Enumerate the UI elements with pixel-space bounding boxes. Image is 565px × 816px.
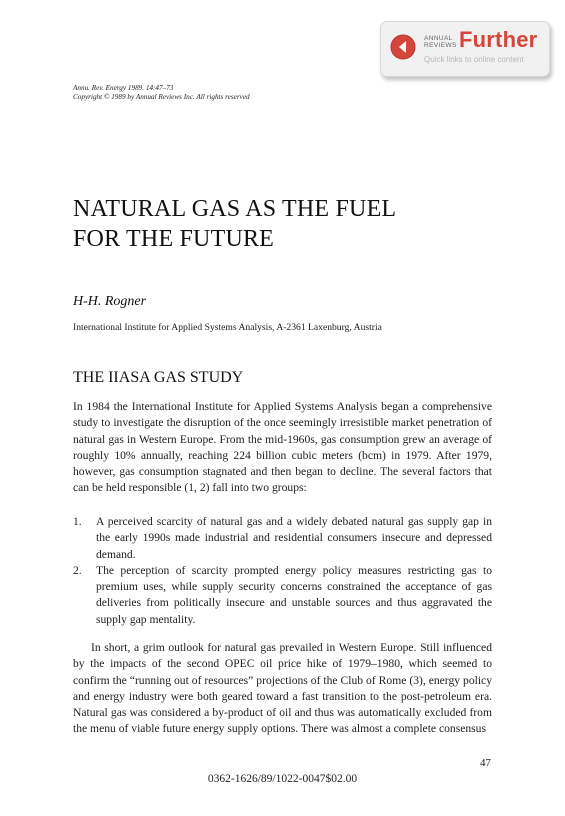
further-badge-link[interactable] [380,21,550,77]
list-item [73,563,492,628]
footer-code: 0362-1626/89/1022-0047$02.00 [207,773,358,785]
copyright-line: Copyright © 1989 by Annual Reviews Inc. All rights reserved [73,93,250,101]
paragraph-1: In 1984 the International Institute for Applied Systems Analysis began a comprehensive study to investigate the disruption of the once seemingly irresistible market penetration of natural gas in Western Europe. From the mid-1960s, gas consumption grew an average of roughly 10% annually, reaching 224 billion cubic meters (bcm) in 1979. After 1979, however, gas consumption stagnated and then began to decline. The several factors that can be held responsible (1, 2) fall into two groups: [73,400,492,495]
list-item-text: The perception of scarcity prompted energy policy measures restricting gas to premium uses, while supply security concerns constrained the acceptance of gas deliveries from politically insecure and unstable sources and thus aggravated the supply gap mentality. [96,563,492,626]
citation-line-1: Annu. Rev. Energy 1989. 14:47–73 [73,84,174,92]
journal-citation [73,84,250,102]
list-item [73,514,492,563]
author-affiliation: International Institute for Applied Systems Analysis, A-2361 Laxenburg, Austria [73,322,382,333]
list-item-number: 2. [73,563,82,577]
back-arrow-icon [390,34,416,60]
section-heading: THE IIASA GAS STUDY [73,369,244,386]
further-logo-text: Further [459,27,538,52]
annual-reviews-logo-text: ANNUAL REVIEWS [424,35,457,49]
list-item-text: A perceived scarcity of natural gas and a widely debated natural gas supply gap in the early 1990s made industrial and residential consumers insecure and depressed demand. [96,515,492,561]
page-number: 47 [480,757,491,769]
list-item-number: 1. [73,515,82,528]
article-title: NATURAL GAS AS THE FUEL FOR THE FUTURE [73,196,397,252]
author-name: H-H. Rogner [73,294,147,309]
factor-list [73,514,492,628]
badge-tagline: Quick links to online content [424,55,524,64]
paragraph-2: In short, a grim outlook for natural gas prevailed in Western Europe. Still influenced by the impacts of the second OPEC oil price hike of 1979–1980, which seemed to confirm the “running out of resources” projections of the Club of Rome (3), energy policy and energy industry were both geared toward a fast transition to the post-petroleum era. Natural gas was considered a by-product of oil and thus was automatically excluded from the menu of viable future energy supply options. There was almost a complete consensus [73,641,492,736]
